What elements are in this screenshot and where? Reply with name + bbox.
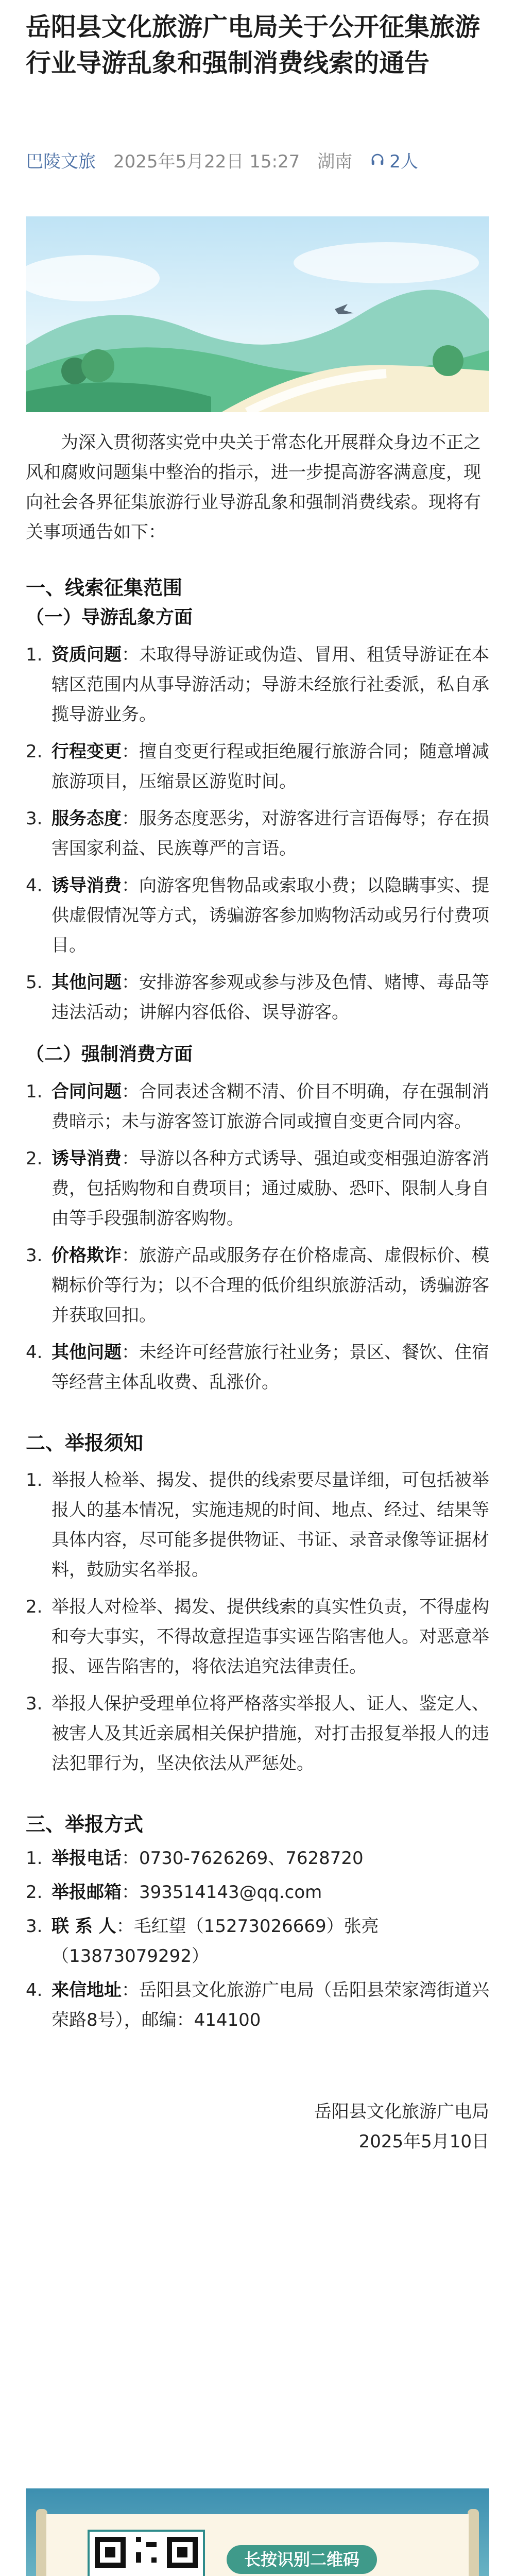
item-text: ：服务态度恶劣，对游客进行言语侮辱；存在损害国家利益、民族尊严的言语。 bbox=[52, 808, 489, 859]
item-label: 举报电话 bbox=[52, 1848, 122, 1869]
item-label: 诱导消费 bbox=[52, 1148, 122, 1169]
item-text: ：旅游产品或服务存在价格虚高、虚假标价、模糊标价等行为；以不合理的低价组织旅游活动，诱骗游客并获取回扣。 bbox=[52, 1245, 489, 1326]
qr-code-icon bbox=[90, 2532, 203, 2576]
listen-button[interactable] bbox=[370, 147, 418, 173]
list-item: 4. 其他问题：未经许可经营旅行社业务；景区、餐饮、住宿等经营主体乱收费、乱涨价。 bbox=[26, 1342, 489, 1393]
list-item: 4. 诱导消费：向游客兜售物品或索取小费；以隐瞒事实、提供虚假情况等方式，诱骗游客参加购物活动或另行付费项目。 bbox=[26, 875, 489, 956]
intro-paragraph: 为深入贯彻落实党中央关于常态化开展群众身边不正之风和腐败问题集中整治的指示，进一步提高游客满意度，现向社会各界征集旅游行业导游乱象和强制消费线索。现将有关事项通告如下： bbox=[26, 432, 481, 543]
list-item: 1. 资质问题：未取得导游证或伪造、冒用、租赁导游证在本辖区范围内从事导游活动；导游未经旅行社委派，私自承揽导游业务。 bbox=[26, 645, 489, 725]
follow-qr-poster[interactable] bbox=[26, 2488, 489, 2576]
publish-datetime: 2025年5月22日 15:27 bbox=[113, 151, 300, 172]
phone-numbers[interactable]: ：0730-7626269、7628720 bbox=[122, 1848, 364, 1869]
item-text: ：向游客兜售物品或索取小费；以隐瞒事实、提供虚假情况等方式，诱骗游客参加购物活动或另行付费项目。 bbox=[52, 875, 489, 956]
list-item: 1. 举报电话：0730-7626269、7628720 bbox=[26, 1848, 364, 1869]
section-heading-report-methods: 三、举报方式 bbox=[26, 1813, 144, 1836]
header-banner-image bbox=[26, 216, 489, 412]
list-item: 3. 服务态度：服务态度恶劣，对游客进行言语侮辱；存在损害国家利益、民族尊严的言语。 bbox=[26, 808, 489, 859]
item-label: 诱导消费 bbox=[52, 875, 122, 896]
item-label: 服务态度 bbox=[52, 808, 122, 829]
item-label: 其他问题 bbox=[52, 972, 122, 993]
subsection-heading-guide-chaos: （一）导游乱象方面 bbox=[26, 607, 193, 628]
item-text: ：未取得导游证或伪造、冒用、租赁导游证在本辖区范围内从事导游活动；导游未经旅行社委派，私自承揽导游业务。 bbox=[52, 645, 489, 725]
contact-persons[interactable]: ：毛红望（15273026669）张亮（13873079292） bbox=[52, 1916, 379, 1967]
article-title: 岳阳县文化旅游广电局关于公开征集旅游行业导游乱象和强制消费线索的通告 bbox=[26, 12, 480, 78]
list-item: 4. 来信地址：岳阳县文化旅游广电局（岳阳县荣家湾街道兴荣路8号），邮编：414100 bbox=[26, 1980, 489, 2030]
qr-code-frame[interactable] bbox=[88, 2530, 205, 2576]
list-item: 2. 诱导消费：导游以各种方式诱导、强迫或变相强迫游客消费，包括购物和自费项目；通过威胁、恐吓、限制人身自由等手段强制游客购物。 bbox=[26, 1148, 489, 1229]
publish-location: 湖南 bbox=[317, 151, 353, 172]
qr-tag: 长按识别二维码 bbox=[227, 2545, 377, 2574]
article-meta bbox=[26, 147, 489, 173]
list-item: 5. 其他问题：安排游客参观或参与涉及色情、赌博、毒品等违法活动；讲解内容低俗、误导游客。 bbox=[26, 972, 489, 1023]
subsection-heading-forced-consumption: （二）强制消费方面 bbox=[26, 1044, 193, 1065]
list-item: 3. 举报人保护受理单位将严格落实举报人、证人、鉴定人、被害人及其近亲属相关保护措施，对打击报复举报人的违法犯罪行为，坚决依法从严惩处。 bbox=[26, 1689, 489, 1778]
item-text: ：合同表述含糊不清、价目不明确，存在强制消费暗示；未与游客签订旅游合同或擅自变更合同内容。 bbox=[52, 1081, 489, 1132]
listener-count: 2人 bbox=[389, 151, 418, 172]
item-text: ：安排游客参观或参与涉及色情、赌博、毒品等违法活动；讲解内容低俗、误导游客。 bbox=[52, 972, 489, 1023]
item-text: ：擅自变更行程或拒绝履行旅游合同；随意增减旅游项目，压缩景区游览时间。 bbox=[52, 741, 489, 792]
list-item: 1. 举报人检举、揭发、提供的线索要尽量详细，可包括被举报人的基本情况，实施违规的时间、地点、经过、结果等具体内容，尽可能多提供物证、书证、录音录像等证据材料，鼓励实名举报。 bbox=[26, 1465, 489, 1585]
item-text: ：未经许可经营旅行社业务；景区、餐饮、住宿等经营主体乱收费、乱涨价。 bbox=[52, 1342, 489, 1393]
list-item: 3. 价格欺诈：旅游产品或服务存在价格虚高、虚假标价、模糊标价等行为；以不合理的低价组织旅游活动，诱骗游客并获取回扣。 bbox=[26, 1245, 489, 1326]
article-body bbox=[26, 428, 489, 2157]
headphones-icon bbox=[370, 152, 385, 167]
item-label: 合同问题 bbox=[52, 1081, 122, 1102]
item-text: 举报人检举、揭发、提供的线索要尽量详细，可包括被举报人的基本情况，实施违规的时间、地点、经过、结果等具体内容，尽可能多提供物证、书证、录音录像等证据材料，鼓励实名举报。 bbox=[52, 1470, 489, 1580]
list-item: 2. 行程变更：擅自变更行程或拒绝履行旅游合同；随意增减旅游项目，压缩景区游览时间。 bbox=[26, 741, 489, 792]
item-label: 价格欺诈 bbox=[52, 1245, 122, 1266]
list-item: 1. 合同问题：合同表述含糊不清、价目不明确，存在强制消费暗示；未与游客签订旅游合同或擅自变更合同内容。 bbox=[26, 1081, 489, 1132]
item-label: 举报邮箱 bbox=[52, 1882, 122, 1903]
item-text: 举报人对检举、揭发、提供线索的真实性负责，不得虚构和夸大事实，不得故意捏造事实诬告陷害他人。对恶意举报、诬告陷害的，将依法追究法律责任。 bbox=[52, 1597, 489, 1677]
list-item: 2. 举报邮箱：393514143@qq.com bbox=[26, 1882, 322, 1903]
item-text: 举报人保护受理单位将严格落实举报人、证人、鉴定人、被害人及其近亲属相关保护措施，对打击报复举报人的违法犯罪行为，坚决依法从严惩处。 bbox=[52, 1693, 489, 1774]
item-label: 来信地址 bbox=[52, 1980, 122, 2001]
list-item: 2. 举报人对检举、揭发、提供线索的真实性负责，不得虚构和夸大事实，不得故意捏造事实诬告陷害他人。对恶意举报、诬告陷害的，将依法追究法律责任。 bbox=[26, 1592, 489, 1682]
source-account-link[interactable]: 巴陵文旅 bbox=[26, 151, 96, 172]
section-heading-scope: 一、线索征集范围 bbox=[26, 577, 183, 599]
email-address[interactable]: ：393514143@qq.com bbox=[122, 1882, 322, 1903]
item-label: 联 系 人 bbox=[52, 1916, 116, 1937]
signature-date: 2025年5月10日 bbox=[358, 2131, 489, 2152]
item-text: ：导游以各种方式诱导、强迫或变相强迫游客消费，包括购物和自费项目；通过威胁、恐吓、限制人身自由等手段强制游客购物。 bbox=[52, 1148, 489, 1229]
item-label: 其他问题 bbox=[52, 1342, 122, 1363]
mailing-address: ：岳阳县文化旅游广电局（岳阳县荣家湾街道兴荣路8号），邮编：414100 bbox=[52, 1980, 489, 2030]
signature-org: 岳阳县文化旅游广电局 bbox=[314, 2102, 489, 2122]
list-item: 3. 联 系 人：毛红望（15273026669）张亮（13873079292） bbox=[26, 1916, 379, 1967]
item-label: 资质问题 bbox=[52, 645, 122, 665]
item-label: 行程变更 bbox=[52, 741, 122, 762]
landscape-illustration bbox=[26, 216, 489, 412]
section-heading-report-notes: 二、举报须知 bbox=[26, 1432, 144, 1454]
